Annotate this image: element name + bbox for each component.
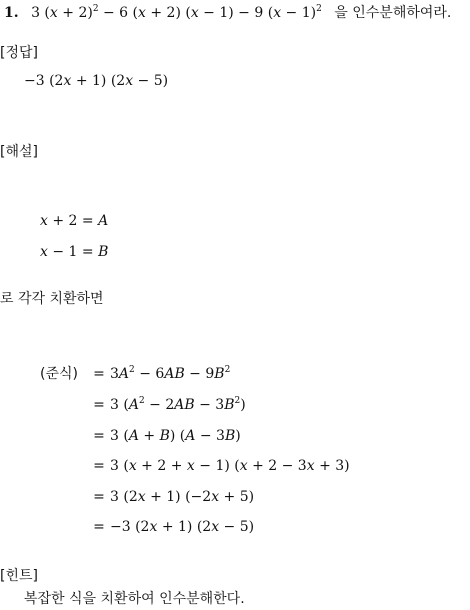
substitution-2: x − 1 = B [40,244,109,260]
derivation-step-3: = 3 (A + B) (A − 3B) [93,428,241,444]
steps-lhs: (준식) [40,366,78,382]
hint-label: [힌트] [0,568,38,584]
answer-label: [정답] [0,45,38,61]
derivation-step-1: = $3A^2 - 6AB - 9B^2$ [93,365,231,382]
substitution-1: x + 2 = A [40,213,109,229]
derivation-step-5: = 3 (2x + 1) (−2x + 5) [93,489,255,505]
substitution-note: 로 각각 치환하면 [0,291,104,307]
derivation-step-6: = −3 (2x + 1) (2x − 5) [93,519,255,535]
question-number: 1. [4,5,19,21]
hint-text: 복잡한 식을 치환하여 인수분해한다. [24,591,245,607]
answer-expression: −3 (2x + 1) (2x − 5) [24,73,169,89]
explanation-label: [해설] [0,144,38,160]
derivation-step-4: = 3 (x + 2 + x − 1) (x + 2 − 3x + 3) [93,458,350,474]
question-line [4,6,451,20]
question-text: 을 인수분해하여라. [334,5,452,21]
derivation-step-2: = 3 $(A^2 - 2AB - 3B^2)$ [93,396,246,413]
question-expression: 3 $(x + 2)^2 - 6$ (x + 2) (x − 1) − 9 $(x - 1)^2$ [31,4,322,21]
